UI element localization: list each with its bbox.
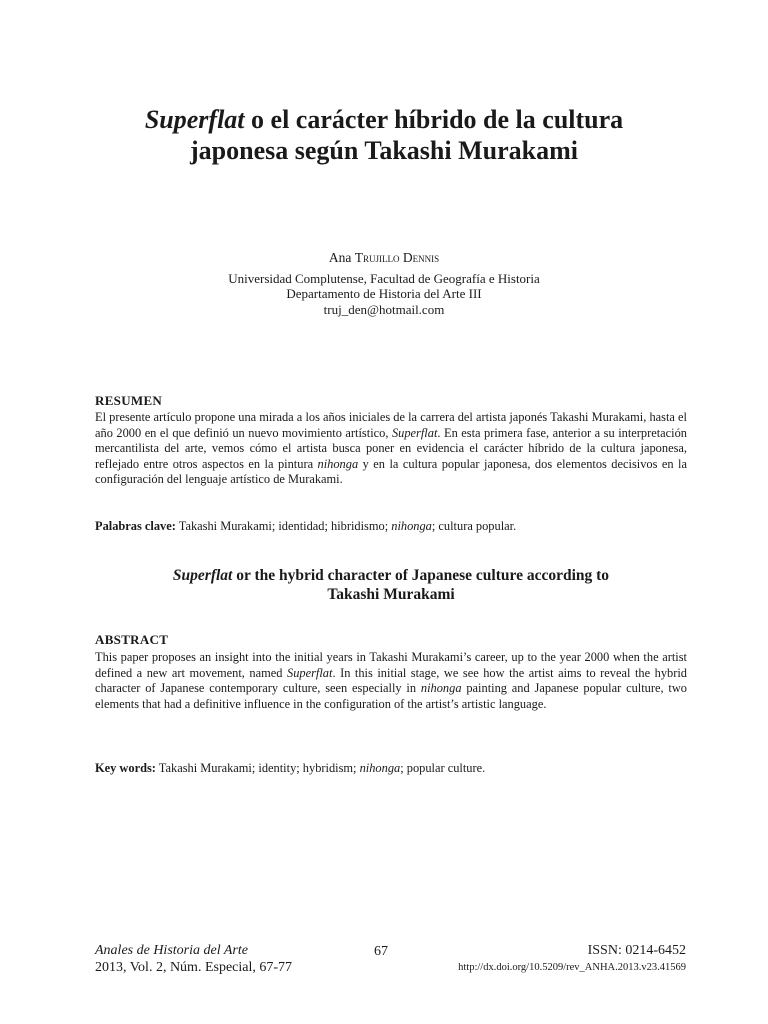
author-last-name: Trujillo Dennis: [354, 250, 440, 265]
abstract-text-3: painting and Japanese popular culture, two elements that had a definitive influence in the configuration of the artist’s artistic language.: [95, 681, 687, 711]
abstract-text-2: . In this initial stage, we see how the artist aims to reveal the hybrid character of Japanese contemporary culture, seen especially in: [95, 665, 687, 696]
page-number: 67: [374, 944, 388, 959]
author-name: [80, 250, 688, 266]
title-line1-rest: o el carácter híbrido de la cultura: [244, 105, 624, 134]
keywords-en-label: Key words:: [95, 761, 156, 775]
keywords-es-text-2: ; cultura popular.: [431, 519, 517, 533]
keywords-es-italic: nihonga: [391, 519, 432, 533]
resumen-italic-2: nihonga: [317, 456, 359, 471]
english-title-italic-word: Superflat: [172, 567, 233, 584]
article-title: [60, 104, 708, 166]
author-affiliation-department: Departamento de Historia del Arte III: [286, 286, 482, 301]
english-title-line1-rest: or the hybrid character of Japanese culture according to: [232, 567, 610, 584]
abstract-italic-2: nihonga: [420, 681, 462, 696]
english-title-line2: Takashi Murakami: [327, 586, 455, 603]
resumen-text-1: El presente artículo propone una mirada a los años iniciales de la carrera del artista japonés Takashi Murakami, hasta el año 2000 en el que definió un nuevo movimiento artístico,: [95, 410, 687, 440]
resumen-paragraph: [95, 410, 687, 488]
abstract-italic-1: Superflat: [287, 665, 333, 680]
keywords-en: [95, 761, 687, 777]
footer-volume: 2013, Vol. 2, Núm. Especial, 67-77: [95, 960, 293, 975]
resumen-text-3: y en la cultura popular japonesa, dos elementos decisivos en la configuración del lenguaje artístico de Murakami.: [95, 456, 687, 487]
resumen-text-2: . En esta primera fase, anterior a su interpretación mercantilista del arte, vemos cómo el artista busca poner en evidencia el carácter híbrido de la cultura japonesa, reflejado entre otros aspectos en la pintura: [95, 425, 687, 471]
english-title: [95, 566, 687, 604]
abstract-paragraph: [95, 650, 687, 712]
keywords-en-text-1: Takashi Murakami; identity; hybridism;: [155, 761, 360, 775]
footer-doi-link[interactable]: http://dx.doi.org/10.5209/rev_ANHA.2013.v23.41569: [458, 962, 686, 973]
abstract-text-1: This paper proposes an insight into the initial years in Takashi Murakami’s career, up to the year 2000 when the artist defined a new art movement, named: [95, 650, 687, 680]
author-affiliation-university: Universidad Complutense, Facultad de Geografía e Historia: [228, 270, 540, 286]
footer-issn: ISSN: 0214-6452: [587, 943, 686, 958]
keywords-en-italic: nihonga: [359, 761, 401, 775]
footer-identifiers: [458, 942, 686, 976]
author-email[interactable]: truj_den@hotmail.com: [323, 301, 445, 317]
author-block: [80, 250, 688, 317]
keywords-es-text-1: Takashi Murakami; identidad; hibridismo;: [175, 519, 392, 533]
abstract-heading: ABSTRACT: [95, 632, 169, 647]
title-line2: japonesa según Takashi Murakami: [190, 136, 578, 165]
keywords-en-text-2: ; popular culture.: [400, 761, 486, 775]
keywords-es: [95, 519, 687, 535]
author-first-name: Ana: [328, 250, 352, 265]
footer-journal-info: [95, 942, 292, 976]
resumen-italic-1: Superflat: [391, 425, 438, 440]
footer-journal-name: Anales de Historia del Arte: [95, 943, 248, 958]
keywords-es-label: Palabras clave:: [95, 519, 176, 533]
resumen-heading: RESUMEN: [95, 393, 163, 408]
title-italic-word: Superflat: [144, 105, 245, 134]
